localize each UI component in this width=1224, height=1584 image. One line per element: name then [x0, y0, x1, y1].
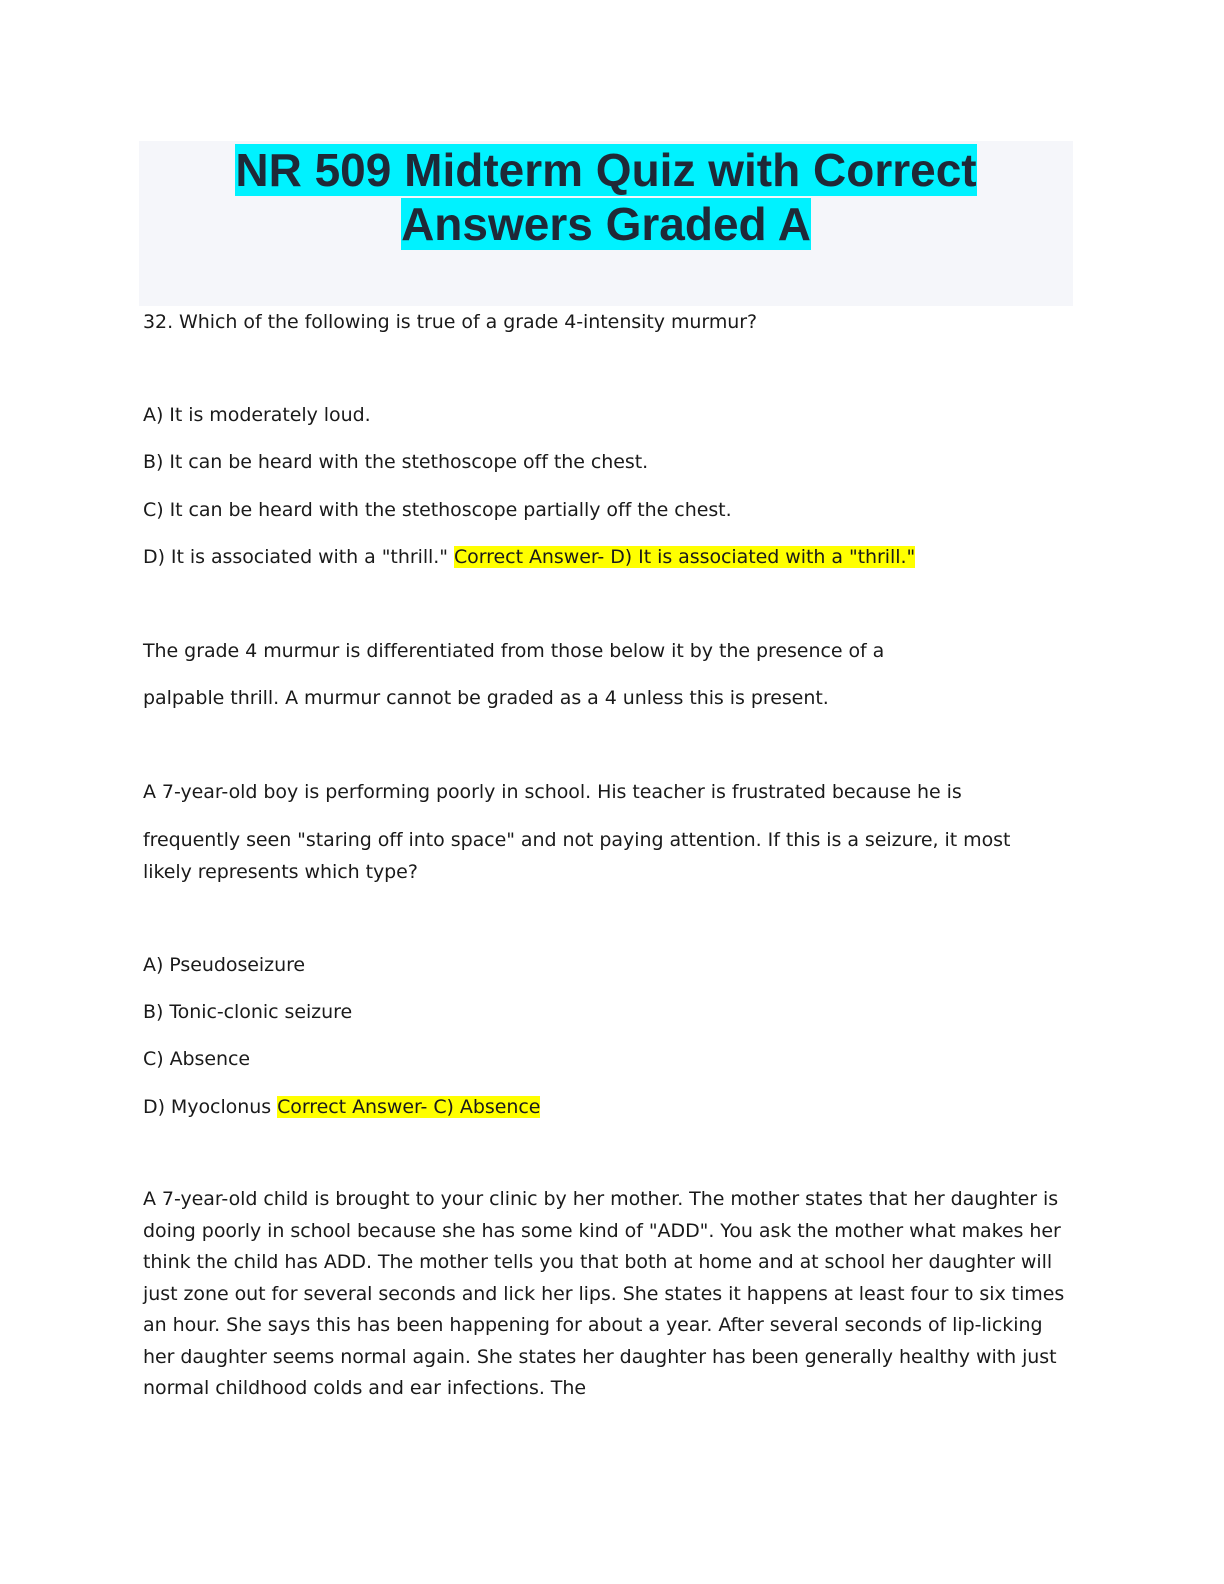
question-2-option-c: C) Absence — [143, 1048, 251, 1070]
question-1-explanation-line-1: The grade 4 murmur is differentiated from those below it by the presence of a — [143, 640, 885, 662]
question-2-text-line-1: A 7-year-old boy is performing poorly in school. His teacher is frustrated because he is — [143, 781, 962, 803]
question-1-text: 32. Which of the following is true of a grade 4-intensity murmur? — [143, 311, 758, 333]
question-1-option-d: D) It is associated with a "thrill." — [143, 546, 448, 568]
document-title-line-2: Answers Graded A — [401, 198, 811, 250]
document-title — [139, 143, 1073, 251]
question-2-option-d-row — [143, 1095, 540, 1119]
question-2-option-a: A) Pseudoseizure — [143, 954, 306, 976]
question-2-text-line-2: frequently seen "staring off into space" and not paying attention. If this is a seizure, it most — [143, 829, 1011, 851]
question-1-option-a: A) It is moderately loud. — [143, 404, 371, 426]
question-2-option-d: D) Myoclonus — [143, 1096, 272, 1118]
question-3-paragraph: A 7-year-old child is brought to your clinic by her mother. The mother states that her daughter is doing poorly in school because she has some kind of "ADD". You ask the mother what makes her think the child has ADD. The mother tells you that both at home and at school her daughter will just zone out for several seconds and lick her lips. She states it happens at least four to six times an hour. She says this has been happening for about a year. After several seconds of lip-licking her daughter seems normal again. She states her daughter has been generally healthy with just normal childhood colds and ear infections. The — [143, 1188, 1065, 1399]
question-1-option-b: B) It can be heard with the stethoscope off the chest. — [143, 451, 649, 473]
question-2-correct-answer: Correct Answer- C) Absence — [277, 1096, 541, 1118]
question-1-option-d-row — [143, 545, 915, 569]
question-1-option-c: C) It can be heard with the stethoscope partially off the chest. — [143, 499, 732, 521]
question-2-text-line-3: likely represents which type? — [143, 861, 418, 883]
question-1-correct-answer: Correct Answer- D) It is associated with a "thrill." — [453, 546, 916, 568]
document-title-line-1: NR 509 Midterm Quiz with Correct — [235, 144, 977, 196]
question-2-option-b: B) Tonic-clonic seizure — [143, 1001, 353, 1023]
question-1-explanation-line-2: palpable thrill. A murmur cannot be graded as a 4 unless this is present. — [143, 687, 829, 709]
